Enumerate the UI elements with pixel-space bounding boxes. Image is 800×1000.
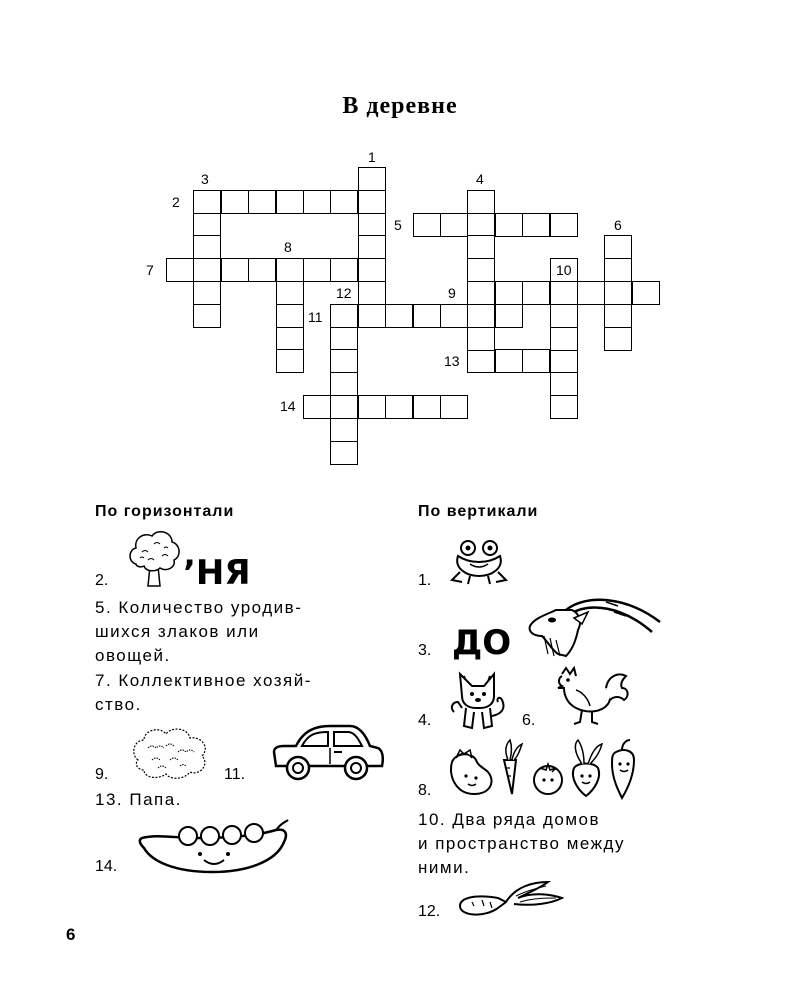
crossword-cell[interactable] (550, 304, 578, 328)
crossword-cell[interactable] (440, 213, 468, 237)
crossword-cell[interactable] (467, 349, 495, 373)
crossword-number-5: 5 (394, 217, 402, 233)
crossword-cell[interactable] (303, 395, 331, 419)
crossword-number-4: 4 (476, 171, 484, 187)
clue-11-number: 11. (224, 766, 246, 783)
crossword-cell[interactable] (550, 372, 578, 396)
crossword-cell[interactable] (632, 281, 660, 305)
crossword-cell[interactable] (413, 304, 441, 328)
crossword-cell[interactable] (440, 395, 468, 419)
clue-9-number: 9. (95, 766, 109, 783)
crossword-cell[interactable] (604, 327, 632, 351)
crossword-cell[interactable] (467, 258, 495, 282)
crossword-number-1: 1 (368, 149, 376, 165)
crossword-cell[interactable] (495, 281, 523, 305)
crossword-cell[interactable] (495, 213, 523, 237)
carrot-icon (454, 878, 564, 922)
clue-5-text: 5. Количество уродив- шихся злаков или овощей. (95, 598, 303, 665)
clue-2-suffix: ’НЯ (183, 553, 251, 593)
crossword-cell[interactable] (495, 349, 523, 373)
clue-7-text: 7. Коллективное хозяй- ство. (95, 671, 312, 714)
crossword-number-8: 8 (284, 239, 292, 255)
clue-12-number: 12. (418, 903, 441, 920)
page-number: 6 (66, 925, 76, 944)
clue-10-text: 10. Два ряда домов и пространство между ними. (418, 810, 625, 877)
crossword-cell[interactable] (330, 441, 358, 465)
crossword-cell[interactable] (467, 327, 495, 351)
crossword-cell[interactable] (330, 372, 358, 396)
crossword-number-10: 10 (556, 262, 572, 278)
crossword-cell[interactable] (358, 281, 386, 305)
crossword-cell[interactable] (358, 213, 386, 237)
crossword-cell[interactable] (193, 258, 221, 282)
crossword-cell[interactable] (248, 258, 276, 282)
clue-6-number: 6. (522, 712, 536, 729)
crossword-cell[interactable] (303, 258, 331, 282)
crossword-cell[interactable] (303, 190, 331, 214)
clue-13-text: 13. Папа. (95, 790, 182, 809)
tree-icon (126, 528, 182, 588)
clue-2-number: 2. (95, 572, 109, 589)
crossword-number-6: 6 (614, 217, 622, 233)
crossword-cell[interactable] (522, 281, 550, 305)
crossword-cell[interactable] (577, 281, 605, 305)
down-heading: По вертикали (418, 503, 539, 520)
crossword-number-14: 14 (280, 398, 296, 414)
crossword-cell[interactable] (467, 281, 495, 305)
crossword-cell[interactable] (276, 281, 304, 305)
crossword-cell[interactable] (467, 213, 495, 237)
crossword-cell[interactable] (467, 235, 495, 259)
cauliflower-icon (130, 726, 212, 782)
crossword-cell[interactable] (495, 304, 523, 328)
crossword-number-9: 9 (448, 285, 456, 301)
crossword-cell[interactable] (467, 304, 495, 328)
crossword-number-2: 2 (172, 194, 180, 210)
crossword-cell[interactable] (413, 395, 441, 419)
crossword-cell[interactable] (330, 349, 358, 373)
crossword-cell[interactable] (550, 395, 578, 419)
crossword-cell[interactable] (467, 190, 495, 214)
crossword-cell[interactable] (604, 258, 632, 282)
crossword-cell[interactable] (522, 349, 550, 373)
crossword-cell[interactable] (604, 304, 632, 328)
crossword-cell[interactable] (248, 190, 276, 214)
crossword-cell[interactable] (358, 190, 386, 214)
crossword-number-12: 12 (336, 285, 352, 301)
crossword-cell[interactable] (358, 395, 386, 419)
crossword-cell[interactable] (550, 213, 578, 237)
crossword-cell[interactable] (550, 281, 578, 305)
crossword-cell[interactable] (550, 349, 578, 373)
clue-1-number: 1. (418, 572, 432, 589)
crossword-cell[interactable] (276, 258, 304, 282)
crossword-cell[interactable] (276, 349, 304, 373)
clue-4-number: 4. (418, 712, 432, 729)
crossword-cell[interactable] (330, 327, 358, 351)
crossword-cell[interactable] (358, 304, 386, 328)
crossword-cell[interactable] (330, 190, 358, 214)
crossword-cell[interactable] (221, 190, 249, 214)
page-title: В деревне (342, 93, 458, 119)
rooster-icon (552, 666, 632, 728)
crossword-cell[interactable] (604, 281, 632, 305)
crossword-cell[interactable] (358, 258, 386, 282)
crossword-cell[interactable] (330, 395, 358, 419)
goat-icon (526, 592, 666, 660)
crossword-cell[interactable] (330, 304, 358, 328)
across-heading: По горизонтали (95, 503, 235, 520)
crossword-cell[interactable] (385, 395, 413, 419)
crossword-cell[interactable] (193, 213, 221, 237)
crossword-cell[interactable] (604, 235, 632, 259)
crossword-number-11: 11 (308, 309, 323, 325)
crossword-number-3: 3 (201, 171, 209, 187)
vegetables-icon (446, 738, 646, 800)
crossword-cell[interactable] (522, 213, 550, 237)
crossword-cell[interactable] (330, 418, 358, 442)
crossword-cell[interactable] (276, 304, 304, 328)
crossword-cell[interactable] (193, 281, 221, 305)
crossword-cell[interactable] (413, 213, 441, 237)
crossword-cell[interactable] (193, 190, 221, 214)
crossword-cell[interactable] (550, 327, 578, 351)
dog-icon (450, 668, 508, 732)
pea-pod-icon (136, 818, 294, 878)
crossword-number-13: 13 (444, 353, 460, 369)
crossword-cell[interactable] (385, 304, 413, 328)
clue-3-prefix: ДО (452, 623, 512, 663)
clue-14-number: 14. (95, 858, 118, 875)
crossword-cell[interactable] (276, 190, 304, 214)
crossword-cell[interactable] (193, 235, 221, 259)
crossword-cell[interactable] (221, 258, 249, 282)
clue-8-number: 8. (418, 782, 432, 799)
crossword-number-7: 7 (146, 262, 154, 278)
crossword-cell[interactable] (166, 258, 194, 282)
crossword-cell[interactable] (330, 258, 358, 282)
crossword-cell[interactable] (358, 235, 386, 259)
clue-3-number: 3. (418, 642, 432, 659)
crossword-cell[interactable] (440, 304, 468, 328)
crossword-cell[interactable] (276, 327, 304, 351)
car-icon (270, 722, 386, 782)
crossword-cell[interactable] (358, 167, 386, 191)
crossword-cell[interactable] (193, 304, 221, 328)
frog-icon (448, 538, 510, 586)
